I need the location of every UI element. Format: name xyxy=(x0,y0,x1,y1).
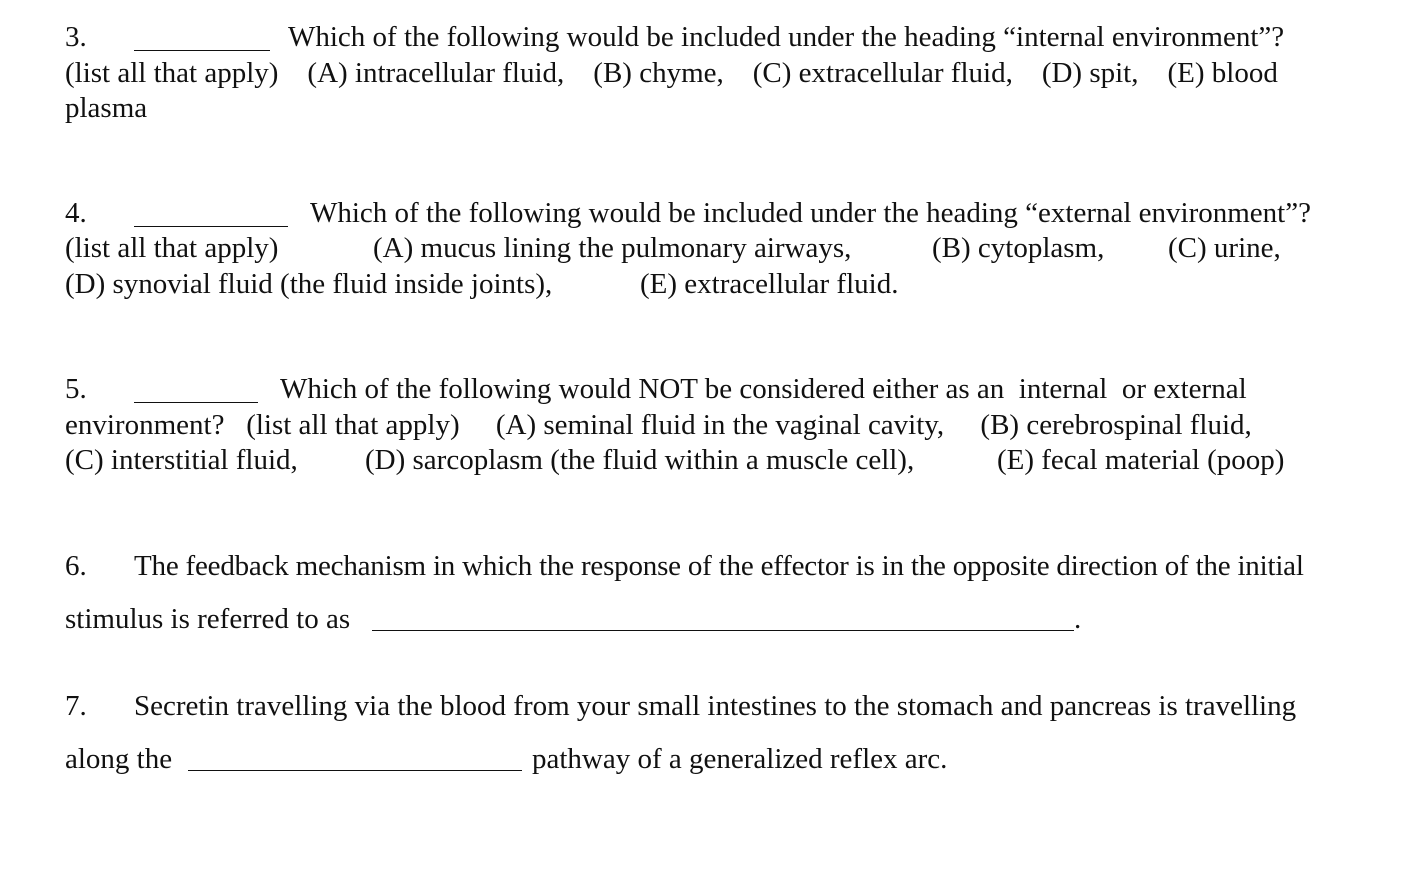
question-number: 6. xyxy=(65,550,87,582)
question-text: Which of the following would be included under the heading “internal environment”? xyxy=(288,21,1285,53)
option-e: (E) fecal material (poop) xyxy=(997,444,1285,476)
answer-blank[interactable] xyxy=(134,226,288,227)
question-text: along the xyxy=(65,743,173,775)
question-text: (list all that apply) (A) intracellular fluid, (B) chyme, (C) extracellular fluid, (D) spit, (E) blood xyxy=(65,57,1278,89)
answer-blank[interactable] xyxy=(134,402,258,403)
question-number: 3. xyxy=(65,21,87,53)
answer-blank[interactable] xyxy=(372,630,1074,631)
question-text: pathway of a generalized reflex arc. xyxy=(532,743,948,775)
option-d: (D) sarcoplasm (the fluid within a muscle cell), xyxy=(365,444,915,476)
question-number: 5. xyxy=(65,373,87,405)
question-text: Which of the following would NOT be considered either as an internal or external xyxy=(280,373,1247,405)
option-c: (C) interstitial fluid, xyxy=(65,444,298,476)
option-c: (C) urine, xyxy=(1168,232,1281,264)
option-b: (B) cytoplasm, xyxy=(932,232,1105,264)
question-text: plasma xyxy=(65,92,148,124)
question-number: 7. xyxy=(65,690,87,722)
question-text: stimulus is referred to as xyxy=(65,603,351,635)
question-text: Secretin travelling via the blood from your small intestines to the stomach and pancreas is travelling xyxy=(134,690,1297,722)
option-a: (A) mucus lining the pulmonary airways, xyxy=(373,232,852,264)
question-period: . xyxy=(1074,603,1082,635)
question-text: (list all that apply) xyxy=(65,232,279,264)
option-e: (E) extracellular fluid. xyxy=(640,268,899,300)
answer-blank[interactable] xyxy=(134,50,270,51)
option-d: (D) synovial fluid (the fluid inside joints), xyxy=(65,268,553,300)
question-text: The feedback mechanism in which the response of the effector is in the opposite direction of the initial xyxy=(134,550,1304,582)
answer-blank[interactable] xyxy=(188,770,522,771)
question-text: environment? (list all that apply) (A) seminal fluid in the vaginal cavity, (B) cerebrospinal fluid, xyxy=(65,409,1252,441)
question-number: 4. xyxy=(65,197,87,229)
question-text: Which of the following would be included under the heading “external environment”? xyxy=(310,197,1311,229)
